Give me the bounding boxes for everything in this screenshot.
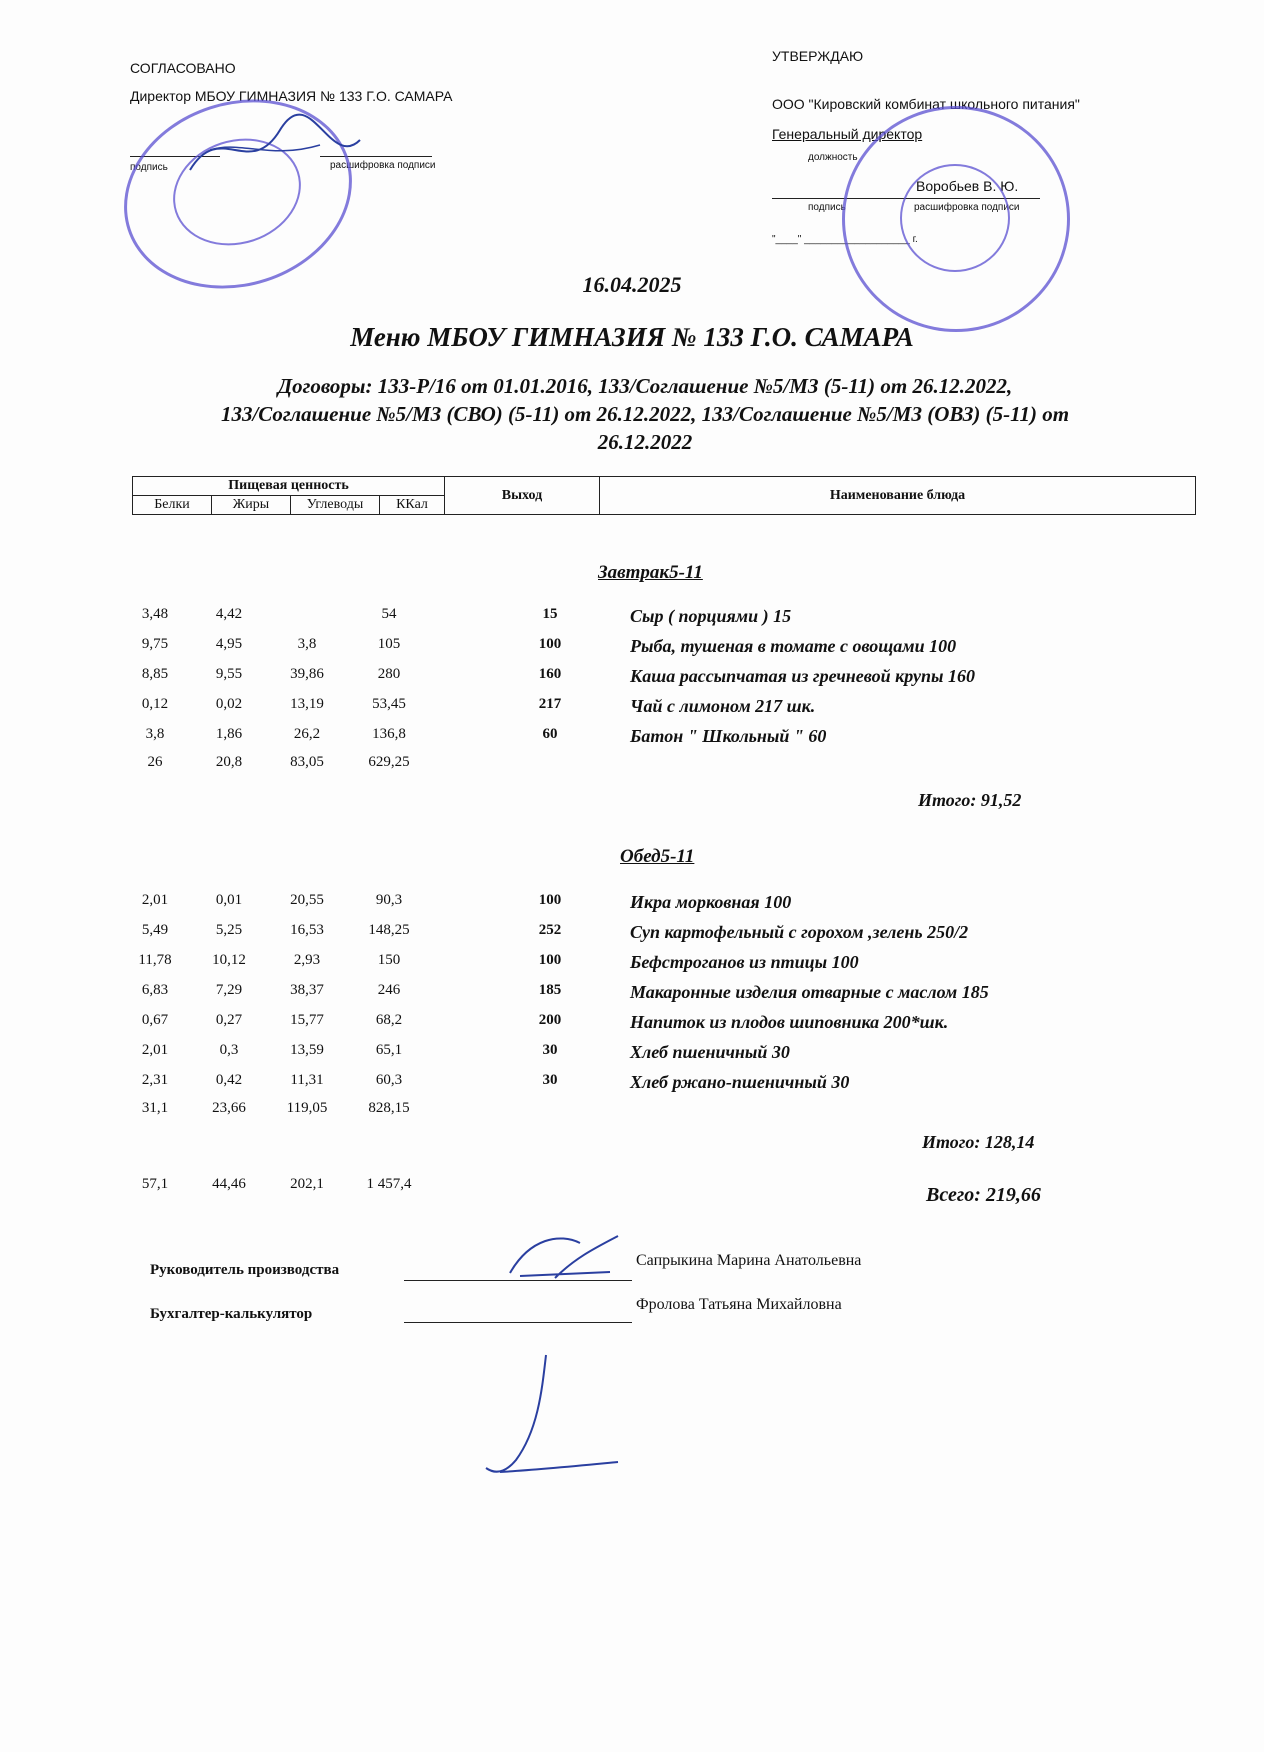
sign-label-left: подпись xyxy=(130,162,168,173)
table-row xyxy=(0,1012,1264,1040)
cell-output: 30 xyxy=(542,1042,558,1058)
sum-carbs: 83,05 xyxy=(290,754,324,770)
cell-carbs: 39,86 xyxy=(290,666,324,682)
cell-kcal: 105 xyxy=(377,636,401,652)
cell-kcal: 60,3 xyxy=(375,1072,403,1088)
cell-carbs: 11,31 xyxy=(290,1072,324,1088)
cell-dish: Бефстроганов из птицы 100 xyxy=(630,952,859,972)
cell-dish: Рыба, тушеная в томате с овощами 100 xyxy=(630,636,957,656)
sign-label-right: подпись xyxy=(808,202,846,213)
signature-director-icon xyxy=(180,110,370,190)
table-row xyxy=(0,982,1264,1010)
position-name: Генеральный директор xyxy=(772,126,923,142)
lunch-title: Обед5-11 xyxy=(620,846,695,867)
cell-output: 200 xyxy=(538,1012,562,1028)
grand-proteins: 57,1 xyxy=(141,1176,169,1192)
cell-kcal: 90,3 xyxy=(375,892,403,908)
grand-fats: 44,46 xyxy=(212,1176,246,1192)
kcal-header: ККал xyxy=(380,496,445,515)
breakfast-sum-row xyxy=(0,754,1264,782)
cell-kcal: 150 xyxy=(377,952,401,968)
lunch-sum-row xyxy=(0,1100,1264,1128)
cell-kcal: 136,8 xyxy=(372,726,406,742)
cell-output: 252 xyxy=(538,922,562,938)
sum-proteins: 26 xyxy=(147,754,163,770)
cell-fats: 0,3 xyxy=(219,1042,239,1058)
cell-carbs: 38,37 xyxy=(290,982,324,998)
sum-proteins: 31,1 xyxy=(141,1100,169,1116)
contracts xyxy=(130,372,1160,456)
accountant-name: Фролова Татьяна Михайловна xyxy=(636,1296,842,1313)
table-row xyxy=(0,922,1264,950)
cell-fats: 0,01 xyxy=(215,892,243,908)
stamp-right-inner xyxy=(900,164,1010,272)
cell-proteins: 6,83 xyxy=(141,982,169,998)
accountant-label: Бухгалтер-калькулятор xyxy=(150,1306,313,1322)
cell-dish: Чай с лимоном 217 шк. xyxy=(630,696,816,716)
position-label: должность xyxy=(808,152,858,163)
cell-dish: Сыр ( порциями ) 15 xyxy=(630,606,792,626)
head-of-production-label: Руководитель производства xyxy=(150,1262,340,1278)
cell-kcal: 246 xyxy=(377,982,401,998)
menu-table-header xyxy=(132,476,1196,515)
contracts-line: 26.12.2022 xyxy=(597,430,693,454)
cell-carbs: 20,55 xyxy=(290,892,324,908)
sum-kcal: 629,25 xyxy=(368,754,410,770)
table-row xyxy=(0,1072,1264,1100)
table-row xyxy=(0,666,1264,694)
cell-dish: Хлеб пшеничный 30 xyxy=(630,1042,790,1062)
sum-fats: 23,66 xyxy=(212,1100,246,1116)
decode-label-left: расшифровка подписи xyxy=(330,160,436,171)
breakfast-title: Завтрак5-11 xyxy=(598,562,703,583)
cell-dish: Батон " Школьный " 60 xyxy=(630,726,827,746)
page-title: Меню МБОУ ГИМНАЗИЯ № 133 Г.О. САМАРА xyxy=(350,322,914,352)
cell-carbs: 2,93 xyxy=(293,952,321,968)
grand-total: Всего: 219,66 xyxy=(926,1184,1041,1206)
cell-proteins: 9,75 xyxy=(141,636,169,652)
cell-carbs: 3,8 xyxy=(297,636,317,652)
cell-proteins: 5,49 xyxy=(141,922,169,938)
menu-date: 16.04.2025 xyxy=(582,272,682,297)
cell-fats: 10,12 xyxy=(212,952,246,968)
date-blank: "____" ___________________ г. xyxy=(772,234,918,245)
cell-proteins: 2,01 xyxy=(141,1042,169,1058)
table-row xyxy=(0,952,1264,980)
acc-sign-line xyxy=(404,1322,632,1323)
cell-carbs: 15,77 xyxy=(290,1012,324,1028)
cell-fats: 4,42 xyxy=(215,606,243,622)
table-row xyxy=(0,1042,1264,1070)
cell-fats: 5,25 xyxy=(215,922,243,938)
sum-kcal: 828,15 xyxy=(368,1100,410,1116)
cell-proteins: 2,01 xyxy=(141,892,169,908)
cell-dish: Каша рассыпчатая из гречневой крупы 160 xyxy=(630,666,975,686)
cell-output: 15 xyxy=(542,606,558,622)
signature-accountant-icon xyxy=(476,1350,626,1480)
grand-sum-row xyxy=(0,1176,1264,1204)
approved-block xyxy=(130,60,453,104)
grand-carbs: 202,1 xyxy=(290,1176,324,1192)
grand-kcal: 1 457,4 xyxy=(366,1176,412,1192)
cell-proteins: 3,48 xyxy=(141,606,169,622)
sum-carbs: 119,05 xyxy=(286,1100,328,1116)
cell-proteins: 3,8 xyxy=(145,726,165,742)
cell-carbs: 13,59 xyxy=(290,1042,324,1058)
cell-fats: 1,86 xyxy=(215,726,243,742)
proteins-header: Белки xyxy=(133,496,212,515)
cell-fats: 0,02 xyxy=(215,696,243,712)
approved-label: СОГЛАСОВАНО xyxy=(130,60,236,76)
contracts-line: 133/Соглашение №5/МЗ (СВО) (5-11) от 26.12.2022, 133/Соглашение №5/МЗ (ОВЗ) (5-11) от xyxy=(220,402,1070,426)
cell-output: 217 xyxy=(538,696,562,712)
director-line: Директор МБОУ ГИМНАЗИЯ № 133 Г.О. САМАРА xyxy=(130,88,453,104)
cell-output: 100 xyxy=(538,892,562,908)
org-name: ООО "Кировский комбинат школьного питания" xyxy=(772,96,1080,112)
cell-fats: 0,27 xyxy=(215,1012,243,1028)
cell-dish: Напиток из плодов шиповника 200*шк. xyxy=(630,1012,949,1032)
signature-head-icon xyxy=(500,1228,630,1288)
cell-proteins: 11,78 xyxy=(138,952,172,968)
cell-carbs: 13,19 xyxy=(290,696,324,712)
contracts-line: Договоры: 133-Р/16 от 01.01.2016, 133/Соглашение №5/МЗ (5-11) от 26.12.2022, xyxy=(277,374,1013,398)
table-row xyxy=(0,636,1264,664)
cell-carbs: 16,53 xyxy=(290,922,324,938)
breakfast-total: Итого: 91,52 xyxy=(918,790,1022,810)
cell-output: 185 xyxy=(538,982,562,998)
output-header: Выход xyxy=(445,477,600,515)
nutrition-header: Пищевая ценность xyxy=(133,477,445,496)
cell-carbs: 26,2 xyxy=(293,726,321,742)
cell-proteins: 0,67 xyxy=(141,1012,169,1028)
lunch-total: Итого: 128,14 xyxy=(922,1132,1035,1152)
cell-kcal: 68,2 xyxy=(375,1012,403,1028)
cell-kcal: 148,25 xyxy=(368,922,410,938)
approve-label: УТВЕРЖДАЮ xyxy=(772,48,864,64)
cell-output: 100 xyxy=(538,636,562,652)
cell-proteins: 8,85 xyxy=(141,666,169,682)
table-row xyxy=(0,696,1264,724)
cell-dish: Суп картофельный с горохом ,зелень 250/2 xyxy=(630,922,969,942)
table-row xyxy=(0,892,1264,920)
cell-kcal: 280 xyxy=(377,666,401,682)
table-row xyxy=(0,606,1264,634)
cell-proteins: 0,12 xyxy=(141,696,169,712)
cell-fats: 4,95 xyxy=(215,636,243,652)
cell-kcal: 65,1 xyxy=(375,1042,403,1058)
cell-dish: Хлеб ржано-пшеничный 30 xyxy=(630,1072,850,1092)
sum-fats: 20,8 xyxy=(215,754,243,770)
dish-header: Наименование блюда xyxy=(600,477,1196,515)
table-row xyxy=(0,726,1264,754)
cell-output: 60 xyxy=(542,726,558,742)
cell-fats: 7,29 xyxy=(215,982,243,998)
cell-output: 100 xyxy=(538,952,562,968)
carbs-header: Углеводы xyxy=(291,496,380,515)
director-name: Воробьев В. Ю. xyxy=(916,178,1019,194)
head-of-production-name: Сапрыкина Марина Анатольевна xyxy=(636,1252,862,1269)
cell-kcal: 54 xyxy=(381,606,397,622)
cell-proteins: 2,31 xyxy=(141,1072,169,1088)
cell-output: 160 xyxy=(538,666,562,682)
decode-label-right: расшифровка подписи xyxy=(914,202,1020,213)
cell-fats: 0,42 xyxy=(215,1072,243,1088)
cell-dish: Макаронные изделия отварные с маслом 185 xyxy=(630,982,989,1002)
fats-header: Жиры xyxy=(212,496,291,515)
cell-kcal: 53,45 xyxy=(372,696,406,712)
cell-dish: Икра морковная 100 xyxy=(630,892,792,912)
cell-output: 30 xyxy=(542,1072,558,1088)
cell-fats: 9,55 xyxy=(215,666,243,682)
